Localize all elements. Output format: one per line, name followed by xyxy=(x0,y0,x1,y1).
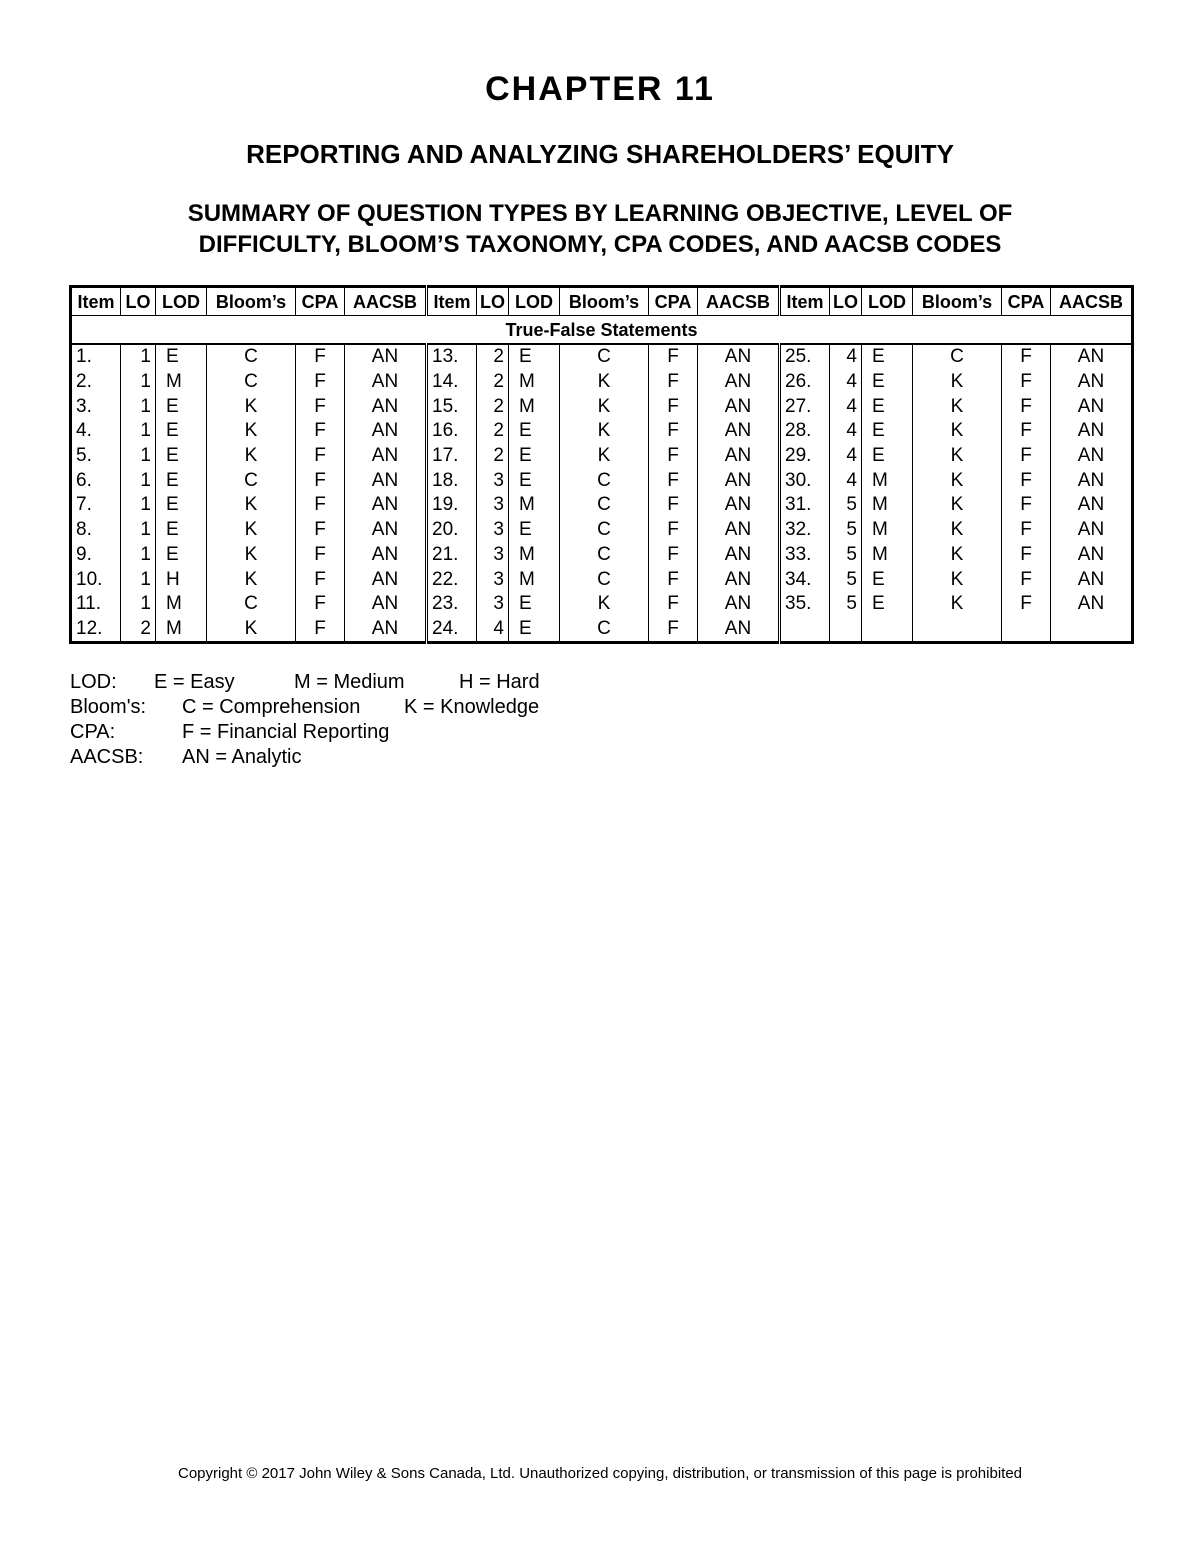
table-cell: AN xyxy=(1051,370,1133,395)
table-row xyxy=(71,468,1133,493)
table-cell: 15. xyxy=(427,394,477,419)
table-cell: F xyxy=(1002,592,1051,617)
table-cell: 24. xyxy=(427,617,477,643)
table-cell: F xyxy=(1002,468,1051,493)
table-row xyxy=(71,592,1133,617)
table-cell: E xyxy=(156,344,207,370)
table-cell: E xyxy=(509,468,560,493)
column-header: Bloom’s xyxy=(913,287,1002,316)
table-cell: E xyxy=(156,518,207,543)
column-header: LOD xyxy=(862,287,913,316)
table-cell: F xyxy=(1002,394,1051,419)
legend-blooms-c: C = Comprehension xyxy=(182,696,361,718)
table-body xyxy=(71,287,1133,643)
table-cell: AN xyxy=(345,419,427,444)
table-cell: 3 xyxy=(477,493,509,518)
table-cell: 19. xyxy=(427,493,477,518)
table-cell: E xyxy=(509,419,560,444)
table-cell xyxy=(830,617,862,643)
table-cell xyxy=(1002,617,1051,643)
table-cell: C xyxy=(560,543,649,568)
table-cell: C xyxy=(560,493,649,518)
table-cell: 5. xyxy=(71,444,121,469)
table-cell: AN xyxy=(1051,444,1133,469)
table-cell: 23. xyxy=(427,592,477,617)
table-cell: 1 xyxy=(121,370,156,395)
summary-heading xyxy=(100,198,1100,260)
table-cell: 26. xyxy=(780,370,830,395)
table-cell: 25. xyxy=(780,344,830,370)
table-cell: 3 xyxy=(477,543,509,568)
table-cell: AN xyxy=(1051,518,1133,543)
table-cell: E xyxy=(509,617,560,643)
column-header: LO xyxy=(477,287,509,316)
table-cell: 3 xyxy=(477,592,509,617)
table-cell: M xyxy=(156,370,207,395)
table-cell: E xyxy=(156,444,207,469)
table-cell: F xyxy=(296,370,345,395)
table-cell: 7. xyxy=(71,493,121,518)
table-cell: AN xyxy=(345,617,427,643)
table-cell: K xyxy=(207,419,296,444)
table-cell: 5 xyxy=(830,493,862,518)
column-header: Item xyxy=(71,287,121,316)
table-cell: E xyxy=(509,344,560,370)
table-cell: 1 xyxy=(121,543,156,568)
column-header: LOD xyxy=(509,287,560,316)
table-cell: K xyxy=(207,567,296,592)
column-header: Item xyxy=(780,287,830,316)
table-cell: K xyxy=(560,370,649,395)
section-row xyxy=(71,316,1133,345)
table-cell: K xyxy=(913,419,1002,444)
table-row xyxy=(71,444,1133,469)
column-header: Bloom’s xyxy=(207,287,296,316)
table-cell: F xyxy=(649,344,698,370)
table-cell: 10. xyxy=(71,567,121,592)
table-cell: F xyxy=(1002,493,1051,518)
table-cell: AN xyxy=(345,370,427,395)
table-cell: 1 xyxy=(121,518,156,543)
table-cell: 16. xyxy=(427,419,477,444)
table-cell: AN xyxy=(1051,394,1133,419)
column-header: Bloom’s xyxy=(560,287,649,316)
table-cell: 31. xyxy=(780,493,830,518)
table-cell: 35. xyxy=(780,592,830,617)
table-cell: E xyxy=(862,370,913,395)
legend-aacsb-label: AACSB: xyxy=(70,746,144,768)
table-cell: K xyxy=(560,592,649,617)
table-cell: 1 xyxy=(121,567,156,592)
column-header: AACSB xyxy=(1051,287,1133,316)
table-cell: K xyxy=(913,394,1002,419)
table-cell: F xyxy=(649,468,698,493)
table-cell: 33. xyxy=(780,543,830,568)
table-cell: 6. xyxy=(71,468,121,493)
table-cell: 13. xyxy=(427,344,477,370)
table-cell: 2 xyxy=(477,370,509,395)
summary-line-2: DIFFICULTY, BLOOM’S TAXONOMY, CPA CODES, AND AACSB CODES xyxy=(198,231,1002,258)
table-cell: 29. xyxy=(780,444,830,469)
table-cell: F xyxy=(1002,344,1051,370)
table-cell: F xyxy=(296,444,345,469)
column-header: LO xyxy=(121,287,156,316)
table-cell: M xyxy=(509,394,560,419)
table-cell: 2 xyxy=(477,444,509,469)
table-cell: 3 xyxy=(477,567,509,592)
table-cell: E xyxy=(509,444,560,469)
table-cell: E xyxy=(862,344,913,370)
table-row xyxy=(71,567,1133,592)
table-cell: 4 xyxy=(830,344,862,370)
table-cell: F xyxy=(649,543,698,568)
table-cell: 5 xyxy=(830,543,862,568)
table-cell: 17. xyxy=(427,444,477,469)
table-cell: M xyxy=(862,468,913,493)
table-cell: 4 xyxy=(830,468,862,493)
legend-lod-medium: M = Medium xyxy=(294,671,405,693)
table-cell: F xyxy=(649,493,698,518)
table-cell: AN xyxy=(1051,493,1133,518)
table-cell: 4 xyxy=(830,394,862,419)
table-cell: 20. xyxy=(427,518,477,543)
table-cell: H xyxy=(156,567,207,592)
table-cell: E xyxy=(862,419,913,444)
table-cell: C xyxy=(560,344,649,370)
table-cell: C xyxy=(560,468,649,493)
table-cell: 3. xyxy=(71,394,121,419)
table-cell: F xyxy=(296,592,345,617)
table-row xyxy=(71,370,1133,395)
column-header: CPA xyxy=(649,287,698,316)
table-cell: AN xyxy=(345,543,427,568)
table-cell: 2 xyxy=(477,419,509,444)
column-header: AACSB xyxy=(698,287,780,316)
table-cell: E xyxy=(156,493,207,518)
column-header: AACSB xyxy=(345,287,427,316)
table-cell: AN xyxy=(1051,592,1133,617)
table-cell: F xyxy=(296,419,345,444)
table-cell: K xyxy=(913,493,1002,518)
section-title: True-False Statements xyxy=(71,316,1133,345)
table-cell: 1 xyxy=(121,493,156,518)
table-cell: F xyxy=(649,592,698,617)
table-cell: AN xyxy=(345,468,427,493)
legend-aacsb-an: AN = Analytic xyxy=(182,746,302,768)
table-cell: K xyxy=(560,444,649,469)
table-cell: F xyxy=(649,419,698,444)
table-cell: K xyxy=(207,518,296,543)
table-cell: AN xyxy=(1051,344,1133,370)
table-cell: AN xyxy=(698,518,780,543)
table-cell: 1 xyxy=(121,592,156,617)
chapter-subtitle: REPORTING AND ANALYZING SHAREHOLDERS’ EQUITY xyxy=(246,139,954,169)
table-cell: AN xyxy=(345,444,427,469)
table-cell: 3 xyxy=(477,518,509,543)
table-cell: 4 xyxy=(830,419,862,444)
table-cell: F xyxy=(649,394,698,419)
table-cell: AN xyxy=(345,493,427,518)
legend-cpa-f: F = Financial Reporting xyxy=(182,721,390,743)
table-cell: AN xyxy=(1051,468,1133,493)
table-cell: 2 xyxy=(477,394,509,419)
chapter-title: CHAPTER 11 xyxy=(485,70,715,108)
table-cell: 3 xyxy=(477,468,509,493)
table-cell: E xyxy=(862,394,913,419)
table-cell: F xyxy=(296,518,345,543)
table-cell: 28. xyxy=(780,419,830,444)
legend-blooms-label: Bloom's: xyxy=(70,696,147,718)
column-header: LOD xyxy=(156,287,207,316)
table-row xyxy=(71,543,1133,568)
table-cell: F xyxy=(649,370,698,395)
table-cell: K xyxy=(913,370,1002,395)
table-cell: K xyxy=(560,394,649,419)
table-cell: 12. xyxy=(71,617,121,643)
table-cell: M xyxy=(862,518,913,543)
column-header: LO xyxy=(830,287,862,316)
table-cell: F xyxy=(649,518,698,543)
table-cell: F xyxy=(296,493,345,518)
table-cell: M xyxy=(509,370,560,395)
table-cell: 9. xyxy=(71,543,121,568)
table-cell: K xyxy=(207,543,296,568)
table-cell: F xyxy=(1002,444,1051,469)
table-cell: F xyxy=(1002,543,1051,568)
table-cell: C xyxy=(207,592,296,617)
table-cell: 4 xyxy=(830,370,862,395)
table-row xyxy=(71,344,1133,370)
table-cell: K xyxy=(207,444,296,469)
column-header: CPA xyxy=(1002,287,1051,316)
table-cell: M xyxy=(509,543,560,568)
table-cell: K xyxy=(207,617,296,643)
header-row xyxy=(71,287,1133,316)
table-cell: E xyxy=(156,394,207,419)
table-cell: E xyxy=(509,518,560,543)
table-cell: F xyxy=(649,617,698,643)
table-cell: E xyxy=(156,419,207,444)
copyright-notice: Copyright © 2017 John Wiley & Sons Canada, Ltd. Unauthorized copying, distribution, or transmission of this page is prohibited xyxy=(177,1465,1022,1482)
table-cell: 5 xyxy=(830,567,862,592)
table-cell: M xyxy=(156,592,207,617)
table-row xyxy=(71,518,1133,543)
table-cell: 5 xyxy=(830,518,862,543)
summary-line-1: SUMMARY OF QUESTION TYPES BY LEARNING OBJECTIVE, LEVEL OF xyxy=(187,200,1013,227)
table-cell: C xyxy=(207,344,296,370)
table-cell: K xyxy=(913,444,1002,469)
table-cell: 32. xyxy=(780,518,830,543)
table-cell: F xyxy=(296,567,345,592)
table-cell: 5 xyxy=(830,592,862,617)
table-cell: AN xyxy=(698,617,780,643)
table-cell: C xyxy=(913,344,1002,370)
legend-lod-label: LOD: xyxy=(70,671,117,693)
table-cell: AN xyxy=(698,543,780,568)
table-cell: 1 xyxy=(121,444,156,469)
table-cell: AN xyxy=(698,370,780,395)
table-row xyxy=(71,419,1133,444)
table-cell: AN xyxy=(698,419,780,444)
legend-cpa-label: CPA: xyxy=(70,721,116,743)
table-cell: AN xyxy=(345,344,427,370)
table-cell: 2. xyxy=(71,370,121,395)
table-cell: 1 xyxy=(121,468,156,493)
table-cell: F xyxy=(1002,419,1051,444)
table-row xyxy=(71,617,1133,643)
table-cell: F xyxy=(649,444,698,469)
table-cell: AN xyxy=(698,394,780,419)
table-cell: AN xyxy=(698,567,780,592)
table-cell: K xyxy=(207,394,296,419)
table-cell: M xyxy=(509,493,560,518)
table-cell: AN xyxy=(345,567,427,592)
table-cell: K xyxy=(913,468,1002,493)
legend-blooms-k: K = Knowledge xyxy=(404,696,540,718)
table-cell: AN xyxy=(1051,419,1133,444)
table-cell: M xyxy=(156,617,207,643)
table-cell: E xyxy=(862,592,913,617)
table-cell: F xyxy=(1002,518,1051,543)
table-cell: 1. xyxy=(71,344,121,370)
table-cell: F xyxy=(296,617,345,643)
table-cell: 2 xyxy=(477,344,509,370)
table-cell: AN xyxy=(345,592,427,617)
table-cell: M xyxy=(862,543,913,568)
table-cell: E xyxy=(156,543,207,568)
table-cell: M xyxy=(509,567,560,592)
table-cell: AN xyxy=(1051,567,1133,592)
table-cell: F xyxy=(1002,370,1051,395)
table-cell: C xyxy=(560,518,649,543)
table-cell: 1 xyxy=(121,419,156,444)
table-cell: F xyxy=(649,567,698,592)
table-cell: 8. xyxy=(71,518,121,543)
table-cell: C xyxy=(207,370,296,395)
table-cell: 2 xyxy=(121,617,156,643)
table-cell: 4 xyxy=(477,617,509,643)
table-cell: 1 xyxy=(121,344,156,370)
table-cell xyxy=(1051,617,1133,643)
question-summary-table xyxy=(69,285,1134,644)
table-cell: F xyxy=(296,394,345,419)
column-header: Item xyxy=(427,287,477,316)
table-cell: E xyxy=(862,567,913,592)
table-cell xyxy=(862,617,913,643)
table-cell: AN xyxy=(698,468,780,493)
table-cell: K xyxy=(560,419,649,444)
table-cell: 18. xyxy=(427,468,477,493)
table-cell: K xyxy=(913,518,1002,543)
table-cell xyxy=(780,617,830,643)
table-cell: 30. xyxy=(780,468,830,493)
table-cell: K xyxy=(913,592,1002,617)
table-cell: F xyxy=(296,543,345,568)
table-cell: C xyxy=(560,567,649,592)
table-cell: AN xyxy=(698,592,780,617)
table-cell: AN xyxy=(698,493,780,518)
table-cell: AN xyxy=(698,444,780,469)
table-cell: 14. xyxy=(427,370,477,395)
table-cell: 34. xyxy=(780,567,830,592)
table-cell: F xyxy=(296,468,345,493)
table-row xyxy=(71,394,1133,419)
table-cell: E xyxy=(156,468,207,493)
table-cell: AN xyxy=(345,518,427,543)
table-cell: F xyxy=(296,344,345,370)
table-cell: K xyxy=(913,543,1002,568)
table-cell: 11. xyxy=(71,592,121,617)
table-cell xyxy=(913,617,1002,643)
table-cell: C xyxy=(207,468,296,493)
table-cell: 27. xyxy=(780,394,830,419)
table-cell: AN xyxy=(1051,543,1133,568)
column-header: CPA xyxy=(296,287,345,316)
table-cell: E xyxy=(509,592,560,617)
table-cell: 21. xyxy=(427,543,477,568)
table-cell: K xyxy=(913,567,1002,592)
table-row xyxy=(71,493,1133,518)
table-cell: C xyxy=(560,617,649,643)
table-cell: 1 xyxy=(121,394,156,419)
table-cell: F xyxy=(1002,567,1051,592)
legend-lod-hard: H = Hard xyxy=(459,671,540,693)
table-cell: 22. xyxy=(427,567,477,592)
table-cell: AN xyxy=(345,394,427,419)
table-cell: E xyxy=(862,444,913,469)
table-cell: 4. xyxy=(71,419,121,444)
table-cell: K xyxy=(207,493,296,518)
legend-lod-easy: E = Easy xyxy=(154,671,235,693)
table-cell: 4 xyxy=(830,444,862,469)
table-cell: AN xyxy=(698,344,780,370)
table-cell: M xyxy=(862,493,913,518)
